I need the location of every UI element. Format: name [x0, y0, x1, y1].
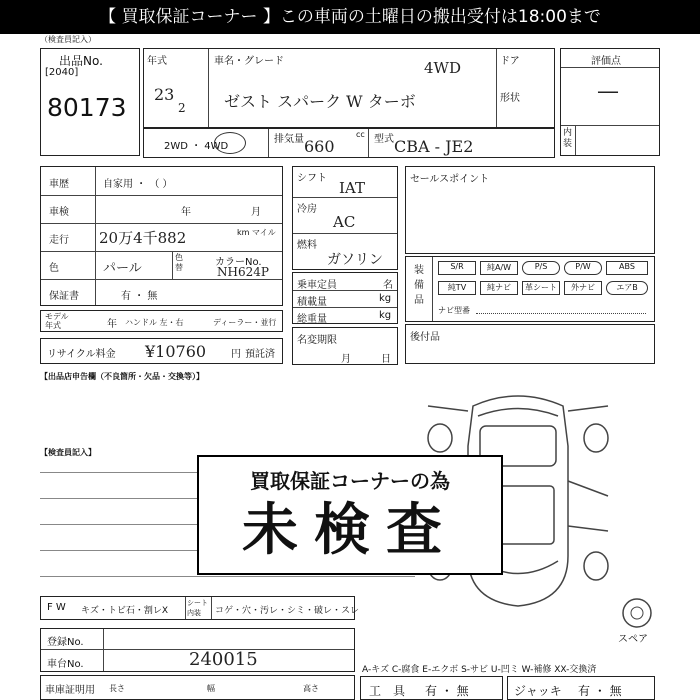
year-label: 年式 — [147, 56, 167, 67]
name-value: ゼスト スパーク W ターボ — [224, 92, 416, 111]
after-install-box — [405, 324, 655, 364]
capacity-unit: 名 — [383, 280, 393, 291]
fw-label: F W — [47, 602, 66, 613]
warranty-label: 保証書 — [49, 291, 79, 302]
sales-point-box — [405, 166, 655, 254]
equipment-item-circled: P/W — [564, 261, 602, 275]
recycle-note: 預託済 — [245, 349, 275, 360]
name-change-month: 月 — [341, 354, 351, 365]
cert-length: 長さ — [109, 684, 125, 693]
chassis-label: 車台No. — [47, 659, 84, 670]
displacement-label: 排気量 — [274, 134, 304, 145]
inspector-notes-label: 【検査員記入】 — [40, 448, 96, 457]
recycle-value: ¥10760 — [145, 342, 207, 361]
cert-label: 車庫証明用 — [45, 685, 95, 696]
registration-box — [40, 628, 355, 672]
color-label: 色 — [49, 263, 59, 274]
capacity-box — [292, 272, 398, 324]
equipment-item: ABS — [606, 261, 648, 275]
mileage-unit: km マイル — [237, 228, 276, 237]
overlay-main: 未検査 — [242, 498, 458, 563]
equipment-item: 純ナビ — [480, 281, 518, 295]
warranty-value: 有 ・ 無 — [121, 291, 158, 302]
inspection-year: 年 — [181, 207, 191, 218]
history-label: 車歴 — [49, 179, 69, 190]
model-year-handle: ハンドル 左・右 — [125, 318, 184, 327]
evaluation-value: — — [597, 79, 619, 104]
navi-label: ナビ型番 — [438, 306, 470, 315]
name-drive: 4WD — [424, 59, 461, 77]
equipment-item: 外ナビ — [564, 281, 602, 295]
drive-label: 2WD ・ 4WD — [164, 141, 229, 152]
spare-label: スペア — [618, 634, 648, 645]
registration-label: 登録No. — [47, 637, 84, 648]
inspection-month: 月 — [251, 207, 261, 218]
year-value: 23 — [154, 85, 175, 104]
spec-row — [143, 128, 555, 158]
equipment-item: 純A/W — [480, 261, 518, 275]
seat-text: コゲ・穴・汚レ・シミ・破レ・スレ — [215, 606, 360, 616]
seat-label: シート内装 — [187, 599, 208, 617]
aircon-label: 冷房 — [297, 204, 317, 215]
model-label: 型式 — [374, 134, 394, 145]
fw-text: キズ・トビ石・割レX — [81, 606, 168, 616]
door-label: ドア — [500, 56, 520, 67]
equipment-box — [405, 256, 655, 322]
model-year-label: モデル年式 — [45, 312, 69, 330]
fuel-value: ガソリン — [327, 252, 383, 268]
name-change-box — [292, 327, 398, 365]
name-label: 車名・グレード — [214, 56, 284, 67]
recycle-label: リサイクル料金 — [47, 349, 116, 360]
jack-label: ジャッキ — [514, 684, 562, 698]
tools-label: 工 具 — [369, 684, 406, 698]
model-year-year: 年 — [107, 319, 117, 330]
capacity-label: 乗車定員 — [297, 280, 337, 291]
model-year-dealer: ディーラー・並行 — [213, 318, 277, 327]
chassis-value: 240015 — [189, 649, 258, 670]
cert-height: 高さ — [303, 684, 319, 693]
color-change-label: 色替 — [175, 253, 183, 272]
lot-number: 80173 — [47, 93, 127, 122]
displacement-value: 660 — [304, 137, 335, 156]
top-banner: 【 買取保証コーナー 】この車両の土曜日の搬出受付は18:00まで — [0, 0, 700, 34]
load-label: 積載量 — [297, 297, 327, 308]
inspection-label: 車検 — [49, 207, 69, 218]
equipment-label: 装備品 — [414, 265, 424, 306]
damage-legend-row — [40, 596, 360, 620]
jack-box — [507, 676, 655, 700]
sales-point-label: セールスポイント — [410, 174, 490, 185]
shift-box — [292, 166, 398, 270]
lot-box — [40, 48, 140, 156]
evaluation-label: 評価点 — [591, 56, 621, 67]
equipment-item: S/R — [438, 261, 476, 275]
color-code-label: カラーNo. — [215, 257, 262, 268]
drive-circle — [214, 132, 246, 154]
load-unit: kg — [379, 293, 392, 304]
seller-notes-label: 【出品店申告欄（不良箇所・欠品・交換等）】 — [40, 372, 204, 381]
shift-label: シフト — [297, 173, 327, 184]
color-value: パール — [103, 261, 142, 276]
recycle-unit: 円 — [231, 349, 241, 360]
not-inspected-overlay — [197, 455, 503, 575]
fuel-label: 燃料 — [297, 240, 317, 251]
aircon-value: AC — [333, 213, 356, 231]
tools-box — [360, 676, 503, 700]
detail-table — [40, 166, 283, 306]
history-value: 自家用 ・ （ ） — [103, 179, 173, 190]
color-code: NH624P — [217, 265, 269, 279]
top-main-box — [143, 48, 555, 128]
model-year-row — [40, 310, 283, 332]
after-install-label: 後付品 — [410, 332, 440, 343]
mileage-label: 走行 — [49, 235, 69, 246]
cert-width: 幅 — [207, 684, 215, 693]
garage-cert-row — [40, 675, 355, 700]
name-change-label: 名変期限 — [297, 335, 337, 346]
model-value: CBA - JE2 — [394, 137, 474, 156]
header-note: （検査員記入） — [40, 35, 96, 44]
tools-value: 有 ・ 無 — [425, 684, 469, 698]
overlay-title: 買取保証コーナーの為 — [250, 469, 450, 493]
shift-value: IAT — [339, 179, 365, 197]
name-change-day: 日 — [381, 354, 391, 365]
shape-label: 形状 — [500, 93, 520, 104]
displacement-unit: cc — [356, 130, 365, 139]
equipment-item-circled: P/S — [522, 261, 560, 275]
mileage-value: 20万4千882 — [99, 229, 187, 247]
jack-value: 有 ・ 無 — [578, 684, 622, 698]
equipment-item: 革シート — [522, 281, 560, 295]
equipment-item-circled: エアB — [606, 281, 648, 295]
year-month: 2 — [178, 101, 186, 115]
lot-label: 出品No. — [59, 54, 103, 68]
weight-unit: kg — [379, 310, 392, 321]
interior-label: 内装 — [563, 128, 573, 149]
spare-tire-icon — [620, 596, 654, 630]
damage-code-legend: A-キズ C-腐食 E-エクボ S-サビ U-凹ミ W-補修 XX-交換済 — [362, 665, 597, 675]
weight-label: 総重量 — [297, 314, 327, 325]
equipment-item: 純TV — [438, 281, 476, 295]
recycle-row — [40, 338, 283, 364]
lot-tag: [2040] — [45, 67, 79, 78]
evaluation-box — [560, 48, 660, 156]
